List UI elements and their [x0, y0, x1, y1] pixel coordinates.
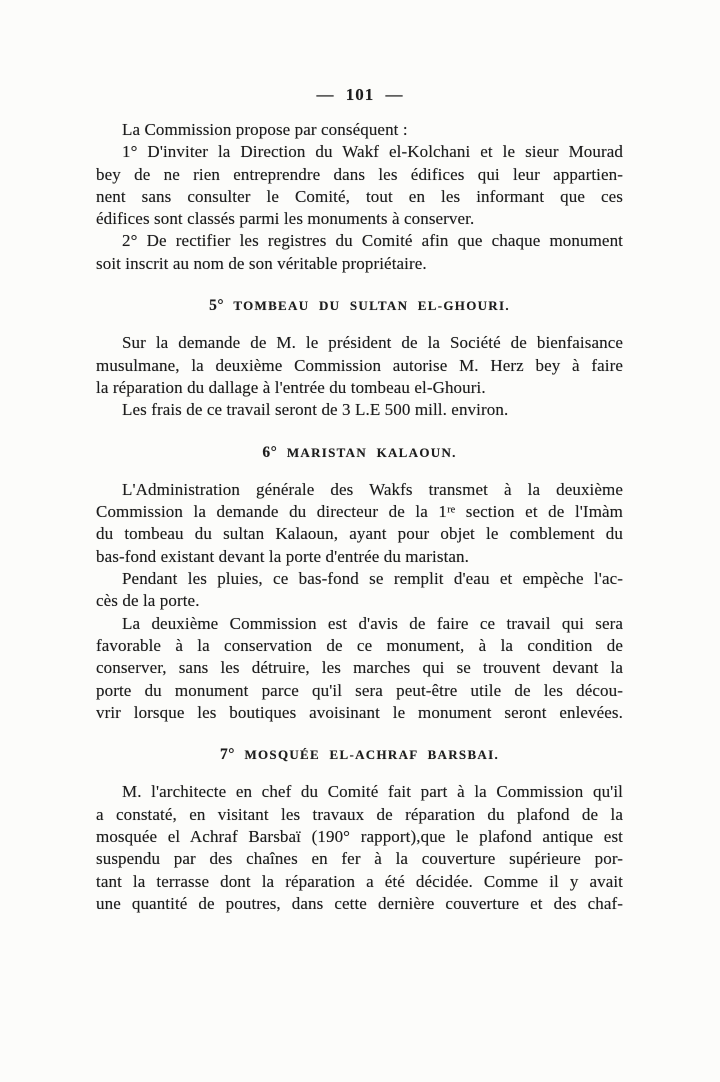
- section-heading: [96, 295, 623, 317]
- text-line: 2° De rectifier les registres du Comité afin que chaque monument: [122, 231, 623, 251]
- text-line: une quantité de poutres, dans cette dernière couverture et des chaf-: [96, 893, 623, 913]
- text-line: 1° D'inviter la Direction du Wakf el-Kolchani et le sieur Mourad: [122, 142, 623, 162]
- section-title: MARISTAN KALAOUN.: [277, 444, 457, 460]
- section-heading: [96, 442, 623, 464]
- section-heading: [96, 744, 623, 766]
- text-line: tant la terrasse dont la réparation a été décidée. Comme il y avait: [96, 871, 623, 891]
- text-line: suspendu par des chaînes en fer à la couverture supérieure por-: [96, 849, 623, 869]
- text-line: soit inscrit au nom de son véritable propriétaire.: [96, 253, 427, 273]
- section-number: 5°: [209, 297, 225, 315]
- text-line: vrir lorsque les boutiques avoisinant le monument seront enlevées.: [96, 702, 623, 722]
- text-line: la réparation du dallage à l'entrée du tombeau el-Ghouri.: [96, 377, 486, 397]
- text-line: du tombeau du sultan Kalaoun, ayant pour objet le comblement du: [96, 524, 623, 544]
- section-title: TOMBEAU DU SULTAN EL-GHOURI.: [224, 298, 510, 314]
- text-line: porte du monument parce qu'il sera peut-être utile de les décou-: [96, 680, 623, 700]
- text-line: bas-fond existant devant la porte d'entrée du maristan.: [96, 546, 469, 566]
- section-title: MOSQUÉE EL-ACHRAF BARSBAI.: [234, 747, 500, 763]
- text-line: M. l'architecte en chef du Comité fait part à la Commission qu'il: [122, 782, 623, 802]
- text-line: musulmane, la deuxième Commission autorise M. Herz bey à faire: [96, 355, 623, 375]
- text-line: bey de ne rien entreprendre dans les édifices qui leur appartien-: [96, 164, 623, 184]
- text-line: Les frais de ce travail seront de 3 L.E 500 mill. environ.: [122, 400, 509, 420]
- text-line: cès de la porte.: [96, 591, 200, 611]
- text-line: conserver, sans les détruire, les marches qui se trouvent devant la: [96, 658, 623, 678]
- page-number: — 101 —: [316, 85, 404, 104]
- text-line: La Commission propose par conséquent :: [122, 120, 408, 139]
- section-number: 7°: [219, 746, 235, 764]
- text-line: La deuxième Commission est d'avis de faire ce travail qui sera: [122, 613, 623, 633]
- text-line: Sur la demande de M. le président de la Société de bienfaisance: [122, 333, 623, 353]
- text-block: [96, 119, 623, 915]
- text-line: édifices sont classés parmi les monuments à conserver.: [96, 209, 475, 229]
- text-line: mosquée el Achraf Barsbaï (190° rapport),que le plafond antique est: [96, 827, 623, 847]
- section-number: 6°: [262, 443, 278, 461]
- text-line: nent sans consulter le Comité, tout en les informant que ces: [96, 186, 623, 206]
- text-line: Pendant les pluies, ce bas-fond se remplit d'eau et empèche l'ac-: [122, 569, 623, 589]
- text-line: favorable à la conservation de ce monument, à la condition de: [96, 635, 623, 655]
- text-line: L'Administration générale des Wakfs transmet à la deuxième: [122, 479, 623, 499]
- text-line: Commission la demande du directeur de la 1ʳᵉ section et de l'Imàm: [96, 502, 623, 522]
- text-line: a constaté, en visitant les travaux de réparation du plafond de la: [96, 804, 623, 824]
